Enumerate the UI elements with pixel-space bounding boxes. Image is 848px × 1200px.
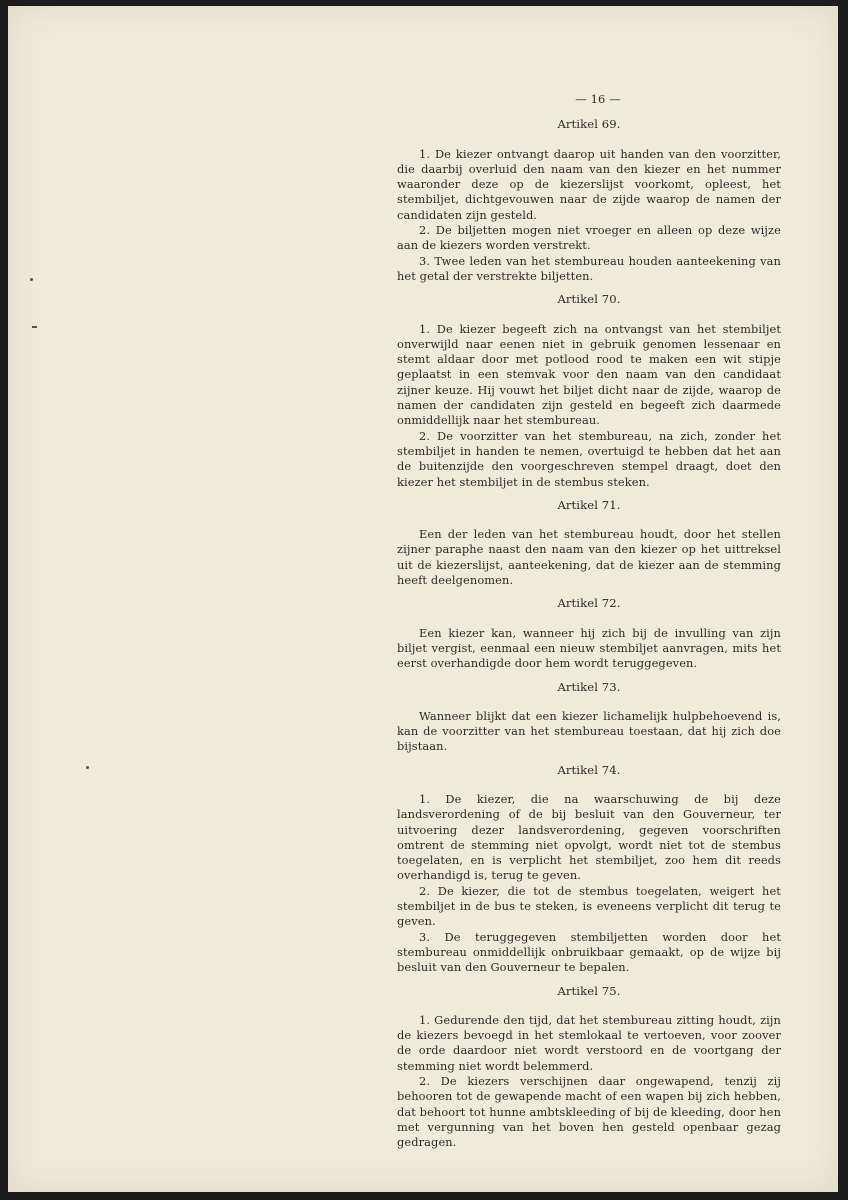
article-heading: Artikel 71. <box>557 497 621 512</box>
document-page <box>8 6 838 1192</box>
article-paragraph: 1. De kiezer ontvangt daarop uit handen van den voorzitter, die daarbij overluid den naam van den kiezer en het nummer waaronder deze op de kiezerslijst voorkomt, opleest, het stembiljet, dichtgevouwen naar de zijde waarop de namen der candidaten zijn gesteld. <box>397 146 781 222</box>
article-69 <box>397 117 781 284</box>
article-paragraph: 2. De biljetten mogen niet vroeger en alleen op deze wijze aan de kiezers worden verstrekt. <box>397 223 781 253</box>
text-column <box>397 92 781 1151</box>
margin-mark <box>30 278 33 281</box>
article-heading: Artikel 73. <box>557 679 621 694</box>
article-73 <box>397 680 781 755</box>
article-paragraph: 2. De kiezers verschijnen daar ongewapend, tenzij zij behooren tot de gewapende macht of een wapen bij zich hebben, dat behoort tot hunne ambtskleeding of bij de kleeding, door hen met vergunning van het boven hen gesteld openbaar gezag gedragen. <box>397 1074 782 1150</box>
margin-mark <box>32 326 37 328</box>
article-paragraph: 1. Gedurende den tijd, dat het stembureau zitting houdt, zijn de kiezers bevoegd in het stemlokaal te vertoeven, voor zoover de orde daardoor niet wordt verstoord en de voortgang der stemming niet wordt belemmerd. <box>397 1012 781 1073</box>
article-paragraph: 3. Twee leden van het stembureau houden aanteekening van het getal der verstrekte biljetten. <box>397 253 781 283</box>
page-number: — 16 — <box>575 92 621 106</box>
article-paragraph: 2. De kiezer, die tot de stembus toegelaten, weigert het stembiljet in de bus te steken, is eveneens verplicht dit terug te geven. <box>397 883 781 929</box>
article-paragraph: 3. De teruggegeven stembiljetten worden door het stembureau onmiddellijk onbruikbaar gemaakt, op de wijze bij besluit van den Gouverneur te bepalen. <box>397 929 781 975</box>
article-heading: Artikel 72. <box>557 596 621 611</box>
article-paragraph: 1. De kiezer begeeft zich na ontvangst van het stembiljet onverwijld naar eenen niet in gebruik genomen lessenaar en stemt aldaar door met potlood rood te maken een wit stipje geplaatst in een stemvak voor den naam van den candidaat zijner keuze. Hij vouwt het biljet dicht naar de zijde, waarop de namen der candidaten zijn gesteld en begeeft zich daarmede onmiddellijk naar het stembureau. <box>397 321 781 428</box>
article-70 <box>397 292 781 490</box>
article-heading: Artikel 75. <box>557 983 621 998</box>
article-heading: Artikel 70. <box>557 292 621 307</box>
article-paragraph: Wanneer blijkt dat een kiezer lichamelijk hulpbehoevend is, kan de voorzitter van het stembureau toestaan, dat hij zich doe bijstaan. <box>397 708 781 754</box>
article-paragraph: Een kiezer kan, wanneer hij zich bij de invulling van zijn biljet vergist, eenmaal een nieuw stembiljet aanvragen, mits het eerst overhandigde door hem wordt teruggegeven. <box>397 625 781 671</box>
article-75 <box>397 984 781 1151</box>
article-paragraph: 1. De kiezer, die na waarschuwing de bij deze landsverordening of de bij besluit van den Gouverneur, ter uitvoering dezer landsverordening, gegeven voorschriften omtrent de stemming niet opvolgt, wordt niet tot de stembus toegelaten, en is verplicht het stembiljet, zoo hem dit reeds overhandigd is, terug te geven. <box>397 791 781 883</box>
article-74 <box>397 763 781 976</box>
article-paragraph: 2. De voorzitter van het stembureau, na zich, zonder het stembiljet in handen te nemen, overtuigd te hebben dat het aan de buitenzijde den voorgeschreven stempel draagt, doet den kiezer het stembiljet in de stembus steken. <box>397 428 781 489</box>
article-72 <box>397 596 781 671</box>
margin-mark <box>86 766 89 769</box>
article-paragraph: Een der leden van het stembureau houdt, door het stellen zijner paraphe naast den naam van den kiezer op het uittreksel uit de kiezerslijst, aanteekening, dat de kiezer aan de stemming heeft deelgenomen. <box>397 527 781 588</box>
article-71 <box>397 498 781 588</box>
article-heading: Artikel 74. <box>557 762 621 777</box>
article-heading: Artikel 69. <box>557 117 621 132</box>
